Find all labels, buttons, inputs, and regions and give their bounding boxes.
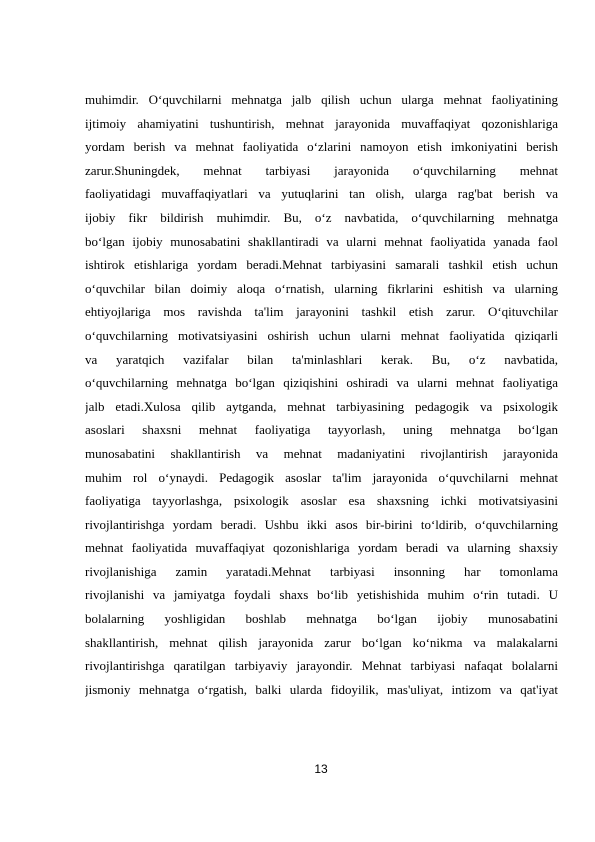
text-line: asoslari shaxsni mehnat faoliyatiga tayyorlash, uning mehnatga bo‘lgan xyxy=(85,422,558,438)
text-line: faoliyatiga tayyorlashga, psixologik asoslar esa shaxsning ichki motivatsiyasini xyxy=(85,493,558,509)
text-line: o‘quvchilarning mehnatga bo‘lgan qiziqishini oshiradi va ularni mehnat faoliyatiga xyxy=(85,375,558,391)
text-line: ijtimoiy ahamiyatini tushuntirish, mehnat jarayonida muvaffaqiyat qozonishlariga xyxy=(85,115,558,131)
text-line: yordam berish va mehnat faoliyatida o‘zlarini namoyon etish imkoniyatini berish xyxy=(85,139,558,155)
text-line: shakllantirish, mehnat qilish jarayonida zarur bo‘lgan ko‘nikma va malakalarni xyxy=(85,634,558,650)
text-line: o‘quvchilarning motivatsiyasini oshirish uchun ularni mehnat faoliyatida qiziqarli xyxy=(85,327,558,343)
text-line: ishtirok etishlariga yordam beradi.Mehnat tarbiyasini samarali tashkil etish uchun xyxy=(85,257,558,273)
text-line: faoliyatidagi muvaffaqiyatlari va yutuqlarini tan olish, ularga rag'bat berish va xyxy=(85,186,558,202)
text-line: rivojlantirishga yordam beradi. Ushbu ikki asos bir-birini to‘ldirib, o‘quvchilarning xyxy=(85,516,558,532)
text-line: zarur.Shuningdek, mehnat tarbiyasi jarayonida o‘quvchilarning mehnat xyxy=(85,162,558,178)
text-line: ehtiyojlariga mos ravishda ta'lim jarayonini tashkil etish zarur. O‘qituvchilar xyxy=(85,304,558,320)
text-line: muhim rol o‘ynaydi. Pedagogik asoslar ta'lim jarayonida o‘quvchilarni mehnat xyxy=(85,469,558,485)
text-line: mehnat faoliyatida muvaffaqiyat qozonishlariga yordam beradi va ularning shaxsiy xyxy=(85,540,558,556)
text-line: jalb etadi.Xulosa qilib aytganda, mehnat tarbiyasining pedagogik va psixologik xyxy=(85,398,558,414)
text-line: rivojlanishiga zamin yaratadi.Mehnat tarbiyasi insonning har tomonlama xyxy=(85,563,558,579)
text-line: bo‘lgan ijobiy munosabatini shakllantiradi va ularni mehnat faoliyatida yanada faol xyxy=(85,233,558,249)
text-line: rivojlanishi va jamiyatga foydali shaxs bo‘lib yetishishida muhim o‘rin tutadi. U xyxy=(85,587,558,603)
text-line: bolalarning yoshligidan boshlab mehnatga bo‘lgan ijobiy munosabatini xyxy=(85,611,558,627)
text-line: va yaratqich vazifalar bilan ta'minlashlari kerak. Bu, o‘z navbatida, xyxy=(85,351,558,367)
text-line: ijobiy fikr bildirish muhimdir. Bu, o‘z navbatida, o‘quvchilarning mehnatga xyxy=(85,209,558,225)
text-line: o‘quvchilar bilan doimiy aloqa o‘rnatish, ularning fikrlarini eshitish va ularning xyxy=(85,280,558,296)
page-number: 13 xyxy=(314,762,328,776)
text-line: jismoniy mehnatga o‘rgatish, balki ularda fidoyilik, mas'uliyat, intizom va qat'iyat xyxy=(85,681,558,697)
text-line: muhimdir. O‘quvchilarni mehnatga jalb qilish uchun ularga mehnat faoliyatining xyxy=(85,92,558,107)
text-line: munosabatini shakllantirish va mehnat madaniyatini rivojlantirish jarayonida xyxy=(85,445,558,461)
body-text xyxy=(85,88,558,701)
text-line: rivojlantirishga qaratilgan tarbiyaviy jarayondir. Mehnat tarbiyasi nafaqat bolalarni xyxy=(85,658,558,674)
